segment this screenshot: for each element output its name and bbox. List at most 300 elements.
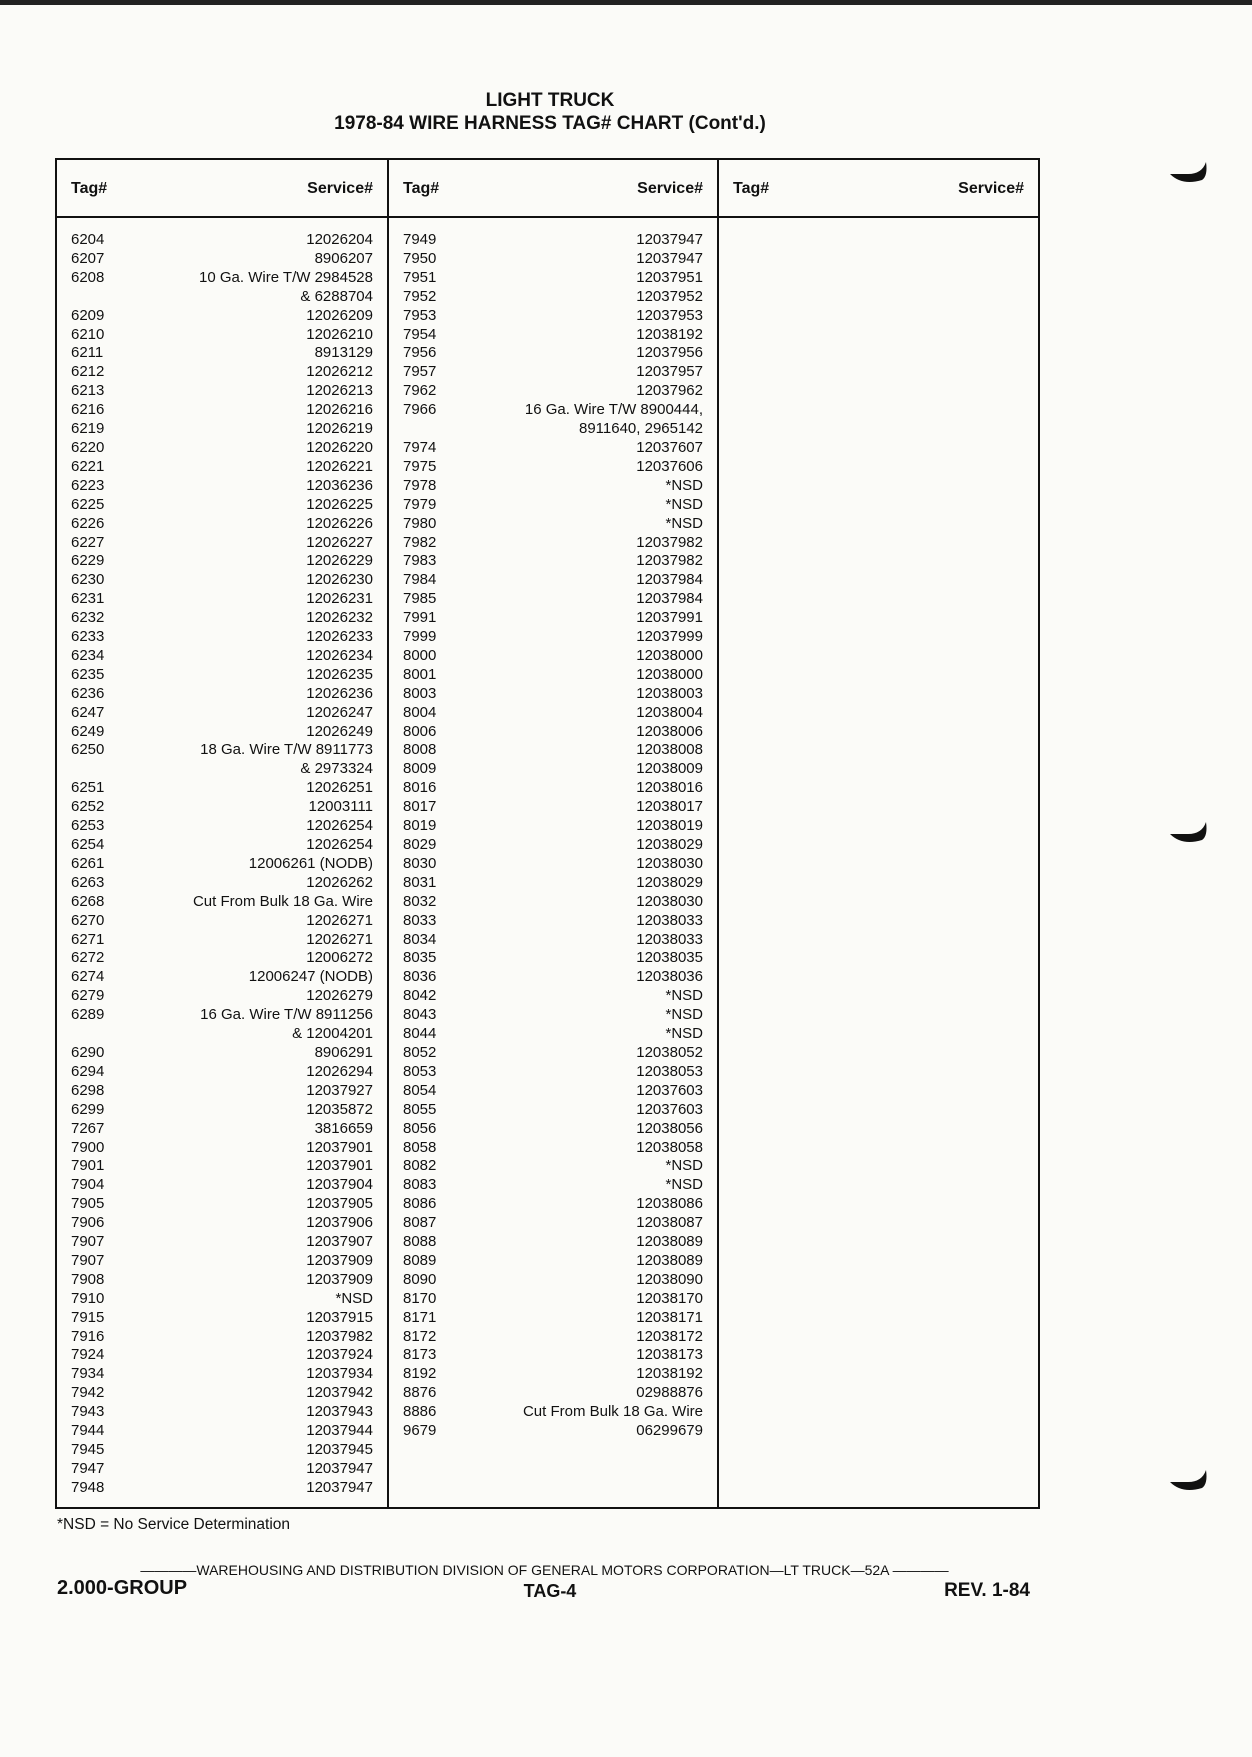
service-number: 12026220 [306, 438, 373, 456]
service-number: 12038087 [636, 1214, 703, 1232]
tag-number: 6220 [71, 438, 105, 456]
tag-number: 7907 [71, 1233, 105, 1251]
tag-number: 6229 [71, 552, 105, 570]
table-row [57, 912, 387, 931]
tag-number: 8009 [403, 760, 437, 778]
service-number: 12026235 [306, 665, 373, 683]
table-row [389, 571, 717, 590]
table-row [57, 723, 387, 742]
service-number: 8913129 [314, 344, 373, 362]
table-row [389, 458, 717, 477]
service-number: 12003111 [308, 798, 373, 816]
tag-number: 6233 [71, 628, 105, 646]
table-row [57, 836, 387, 855]
tag-number: 8082 [403, 1157, 437, 1175]
table-row [57, 1479, 387, 1498]
table-row [57, 552, 387, 571]
service-number: *NSD [665, 987, 703, 1005]
service-number: 12026219 [306, 420, 373, 438]
service-header: Service# [637, 180, 703, 197]
service-number: *NSD [665, 495, 703, 513]
service-number: 12037904 [306, 1176, 373, 1194]
service-number: 12038036 [636, 968, 703, 986]
table-row [389, 344, 717, 363]
service-number: 12026254 [306, 817, 373, 835]
tag-number: 7943 [71, 1403, 105, 1421]
table-row [389, 855, 717, 874]
table-row [389, 1176, 717, 1195]
service-number: 12006247 (NODB) [248, 968, 373, 986]
tag-number: 7947 [71, 1459, 105, 1477]
service-number: 12026271 [306, 930, 373, 948]
tag-number: 8053 [403, 1062, 437, 1080]
table-row [57, 1101, 387, 1120]
table-row [389, 552, 717, 571]
tag-chart-table [55, 158, 1040, 1509]
binder-hole-icon [1168, 160, 1208, 190]
table-row [389, 1384, 717, 1403]
tag-number: 6294 [71, 1062, 105, 1080]
tag-number: 8006 [403, 722, 437, 740]
service-number: 12037947 [636, 231, 703, 248]
table-row [57, 1252, 387, 1271]
table-row [57, 1063, 387, 1082]
service-number: 12038171 [636, 1308, 703, 1326]
top-edge-rule [0, 0, 1252, 5]
service-number: 12037607 [636, 438, 703, 456]
service-number: 12026232 [306, 609, 373, 627]
service-number: 12026231 [306, 590, 373, 608]
footer-page-tag: TAG-4 [523, 1581, 577, 1601]
service-number: 12037901 [306, 1138, 373, 1156]
tag-number: 6289 [71, 1006, 105, 1024]
service-number: 12038009 [636, 760, 703, 778]
table-row [57, 571, 387, 590]
tag-number: 6232 [71, 609, 105, 627]
table-row [389, 685, 717, 704]
table-row [57, 477, 387, 496]
table-row [389, 1101, 717, 1120]
table-row [57, 1120, 387, 1139]
table-row [389, 1328, 717, 1347]
table-row [57, 628, 387, 647]
service-number: 12006261 (NODB) [248, 854, 373, 872]
tag-number: 7904 [71, 1176, 105, 1194]
table-row [57, 1403, 387, 1422]
tag-number: 8052 [403, 1043, 437, 1061]
table-row [57, 515, 387, 534]
tag-number: 7905 [71, 1195, 105, 1213]
tag-number: 8088 [403, 1233, 437, 1251]
table-column-1 [57, 160, 387, 1507]
service-number: 06299679 [636, 1422, 703, 1440]
service-number: 12037999 [636, 628, 703, 646]
service-number: Cut From Bulk 18 Ga. Wire [192, 892, 373, 910]
table-row [389, 874, 717, 893]
service-number: 10 Ga. Wire T/W 2984528 [199, 268, 373, 286]
service-number: 12038000 [636, 665, 703, 683]
table-row [57, 779, 387, 798]
table-row [57, 1139, 387, 1158]
service-number: 12026251 [306, 779, 373, 797]
service-number: 12026262 [306, 873, 373, 891]
tag-number: 8034 [403, 930, 437, 948]
service-number: *NSD [665, 514, 703, 532]
tag-number: 7952 [403, 287, 437, 305]
service-number: 12026210 [306, 325, 373, 343]
page-title: LIGHT TRUCK [485, 90, 615, 111]
tag-number: 7944 [71, 1422, 105, 1440]
service-number: 12037603 [636, 1100, 703, 1118]
tag-number: 8876 [403, 1384, 437, 1402]
tag-number: 8089 [403, 1251, 437, 1269]
tag-number: 8044 [403, 1025, 437, 1043]
tag-number: 6221 [71, 457, 105, 475]
table-row [389, 382, 717, 401]
service-number: 12038029 [636, 873, 703, 891]
service-number: 12026221 [306, 457, 373, 475]
table-row [389, 250, 717, 269]
service-number: & 12004201 [292, 1025, 373, 1043]
table-row [57, 307, 387, 326]
service-number: 12037984 [636, 590, 703, 608]
service-number: 12037927 [306, 1081, 373, 1099]
service-number: 12037942 [306, 1384, 373, 1402]
table-row [389, 1195, 717, 1214]
tag-number: 7978 [403, 476, 437, 494]
tag-number: 7957 [403, 363, 437, 381]
table-row [389, 1422, 717, 1441]
tag-number: 8042 [403, 987, 437, 1005]
table-row [389, 741, 717, 760]
service-number: 12038192 [636, 325, 703, 343]
service-number: 12038035 [636, 949, 703, 967]
service-number: 12026226 [306, 514, 373, 532]
tag-number: 6274 [71, 968, 105, 986]
service-number: 12038017 [636, 798, 703, 816]
service-number: 12037953 [636, 306, 703, 324]
tag-number: 6251 [71, 779, 105, 797]
table-row [389, 1063, 717, 1082]
table-row [389, 515, 717, 534]
tag-number: 6254 [71, 836, 105, 853]
tag-number: 8056 [403, 1119, 437, 1137]
table-row [57, 855, 387, 874]
service-number: 12038192 [636, 1365, 703, 1383]
table-row [389, 231, 717, 250]
tag-number: 8016 [403, 779, 437, 797]
tag-number: 6213 [71, 382, 105, 400]
service-number: 12037909 [306, 1270, 373, 1288]
table-row [57, 741, 387, 760]
table-row [389, 798, 717, 817]
service-number: 12026230 [306, 571, 373, 589]
service-number: 12026216 [306, 401, 373, 419]
tag-number: 7980 [403, 514, 437, 532]
tag-number: 8008 [403, 741, 437, 759]
service-number: Cut From Bulk 18 Ga. Wire [522, 1403, 703, 1421]
tag-number: 6207 [71, 249, 105, 267]
service-number: 12038053 [636, 1062, 703, 1080]
tag-number: 6279 [71, 987, 105, 1005]
tag-number: 7974 [403, 438, 437, 456]
tag-number: 7908 [71, 1270, 105, 1288]
table-row [57, 269, 387, 288]
table-row [57, 893, 387, 912]
column-header [719, 160, 1038, 218]
service-number: 12026233 [306, 628, 373, 646]
table-row [389, 666, 717, 685]
tag-number: 8043 [403, 1006, 437, 1024]
tag-number: 7951 [403, 268, 437, 286]
service-number: 12037906 [306, 1214, 373, 1232]
tag-number: 6252 [71, 798, 105, 816]
tag-number: 8172 [403, 1327, 437, 1345]
column-rows [389, 231, 717, 1441]
service-number: 12038000 [636, 646, 703, 664]
binder-hole-icon [1168, 820, 1208, 850]
table-row [57, 874, 387, 893]
table-row [57, 968, 387, 987]
table-row [389, 817, 717, 836]
service-number: 12035872 [306, 1100, 373, 1118]
table-row [389, 1006, 717, 1025]
service-number: 12037924 [306, 1346, 373, 1364]
table-row [57, 685, 387, 704]
service-number: 12038030 [636, 892, 703, 910]
service-number: 12037947 [636, 249, 703, 267]
table-row [389, 931, 717, 950]
table-row [57, 1309, 387, 1328]
tag-number: 7916 [71, 1327, 105, 1345]
tag-number: 7975 [403, 457, 437, 475]
service-number: 12026247 [306, 703, 373, 721]
table-row [57, 666, 387, 685]
table-row [57, 1271, 387, 1290]
service-number: 02988876 [636, 1384, 703, 1402]
service-number: 12037962 [636, 382, 703, 400]
table-row [57, 817, 387, 836]
tag-number: 7985 [403, 590, 437, 608]
table-row [389, 723, 717, 742]
table-row [57, 1328, 387, 1347]
service-number: 12038019 [636, 817, 703, 835]
table-column-3 [717, 160, 1038, 1507]
tag-number: 6219 [71, 420, 105, 438]
tag-number: 8032 [403, 892, 437, 910]
tag-number: 8030 [403, 854, 437, 872]
tag-number: 6209 [71, 306, 105, 324]
service-number: 16 Ga. Wire T/W 8911256 [200, 1006, 373, 1024]
service-number: 12026271 [306, 911, 373, 929]
table-row [57, 401, 387, 420]
table-row [389, 1403, 717, 1422]
tag-number: 6204 [71, 231, 105, 248]
service-number: 12026279 [306, 987, 373, 1005]
service-number: & 6288704 [300, 287, 373, 305]
table-row [57, 1195, 387, 1214]
tag-number: 8001 [403, 665, 437, 683]
tag-number: 8171 [403, 1308, 437, 1326]
table-row [57, 1422, 387, 1441]
table-row [389, 1271, 717, 1290]
tag-number: 6263 [71, 873, 105, 891]
service-number: 16 Ga. Wire T/W 8900444, [524, 401, 703, 419]
tag-number: 6270 [71, 911, 105, 929]
tag-number: 7953 [403, 306, 437, 324]
tag-number: 8173 [403, 1346, 437, 1364]
table-row [57, 931, 387, 950]
table-row [389, 1044, 717, 1063]
service-number: 12038004 [636, 703, 703, 721]
tag-number: 7900 [71, 1138, 105, 1156]
service-number: 12038058 [636, 1138, 703, 1156]
table-row [389, 401, 717, 420]
tag-number: 6268 [71, 892, 105, 910]
service-number: 12038089 [636, 1251, 703, 1269]
service-number: 12038008 [636, 741, 703, 759]
tag-number: 6230 [71, 571, 105, 589]
table-row [57, 534, 387, 553]
tag-number: 6234 [71, 646, 105, 664]
tag-number: 7999 [403, 628, 437, 646]
table-row [57, 1044, 387, 1063]
table-row [389, 496, 717, 515]
footer-group: 2.000-GROUP [57, 1577, 188, 1599]
tag-header: Tag# [403, 180, 440, 197]
service-number: 18 Ga. Wire T/W 8911773 [200, 741, 373, 759]
service-number: 8911640, 2965142 [578, 420, 703, 438]
tag-header: Tag# [733, 180, 770, 197]
service-number: 12038090 [636, 1270, 703, 1288]
tag-number: 7950 [403, 249, 437, 267]
tag-number: 6226 [71, 514, 105, 532]
table-row [57, 439, 387, 458]
table-row [389, 704, 717, 723]
service-number: 12026209 [306, 306, 373, 324]
service-number: 12037606 [636, 457, 703, 475]
tag-number: 6250 [71, 741, 105, 759]
service-number: 12038056 [636, 1119, 703, 1137]
table-row [57, 250, 387, 269]
service-number: *NSD [665, 1006, 703, 1024]
service-number: 12038089 [636, 1233, 703, 1251]
table-row [57, 1384, 387, 1403]
table-row [57, 1006, 387, 1025]
table-row [57, 1460, 387, 1479]
tag-number: 6299 [71, 1100, 105, 1118]
service-number: 12026213 [306, 382, 373, 400]
service-number: 12026225 [306, 495, 373, 513]
table-row [389, 760, 717, 779]
service-number: 12037944 [306, 1422, 373, 1440]
service-number: 12037943 [306, 1403, 373, 1421]
tag-number: 8886 [403, 1403, 437, 1421]
service-number: 12037901 [306, 1157, 373, 1175]
service-number: 12037905 [306, 1195, 373, 1213]
table-row [389, 420, 717, 439]
table-row [389, 269, 717, 288]
table-row [57, 704, 387, 723]
binder-hole-icon [1168, 1468, 1208, 1498]
service-number: 12026294 [306, 1062, 373, 1080]
tag-number: 7945 [71, 1441, 105, 1458]
service-number: *NSD [665, 1157, 703, 1175]
table-row [389, 1157, 717, 1176]
tag-number: 8004 [403, 703, 437, 721]
tag-number: 7906 [71, 1214, 105, 1232]
table-row [389, 1309, 717, 1328]
service-number: 12037907 [306, 1233, 373, 1251]
service-number: 8906207 [314, 249, 373, 267]
service-number: *NSD [665, 1025, 703, 1043]
service-header: Service# [958, 180, 1024, 197]
table-row [389, 1346, 717, 1365]
tag-number: 8054 [403, 1081, 437, 1099]
service-number: 12037909 [306, 1251, 373, 1269]
tag-number: 8058 [403, 1138, 437, 1156]
service-number: 12026236 [306, 684, 373, 702]
tag-number: 7984 [403, 571, 437, 589]
table-row [57, 1346, 387, 1365]
tag-number: 6247 [71, 703, 105, 721]
tag-number: 8090 [403, 1270, 437, 1288]
table-column-2 [387, 160, 717, 1507]
service-number: 8906291 [314, 1043, 373, 1061]
tag-number: 7962 [403, 382, 437, 400]
service-number: 12038172 [636, 1327, 703, 1345]
table-row [389, 1252, 717, 1271]
table-row [389, 893, 717, 912]
footnote: *NSD = No Service Determination [57, 1516, 291, 1533]
table-row [57, 949, 387, 968]
tag-number: 6227 [71, 533, 105, 551]
service-number: 12038033 [636, 911, 703, 929]
table-row [389, 609, 717, 628]
table-row [389, 779, 717, 798]
service-number: 12026249 [306, 722, 373, 740]
tag-number: 8019 [403, 817, 437, 835]
tag-number: 6272 [71, 949, 105, 967]
table-row [389, 477, 717, 496]
service-number: 12038016 [636, 779, 703, 797]
table-row [57, 496, 387, 515]
table-row [57, 382, 387, 401]
tag-number: 7956 [403, 344, 437, 362]
table-row [57, 1176, 387, 1195]
service-number: 12026234 [306, 646, 373, 664]
service-number: 12037984 [636, 571, 703, 589]
table-row [389, 987, 717, 1006]
tag-number: 7979 [403, 495, 437, 513]
table-row [389, 1025, 717, 1044]
table-row [57, 798, 387, 817]
tag-number: 8029 [403, 836, 437, 853]
service-number: *NSD [335, 1289, 373, 1307]
tag-number: 6253 [71, 817, 105, 835]
service-number: 12038033 [636, 930, 703, 948]
table-row [389, 534, 717, 553]
tag-number: 7901 [71, 1157, 105, 1175]
tag-number: 6298 [71, 1081, 105, 1099]
table-row [389, 628, 717, 647]
tag-number: 7267 [71, 1119, 105, 1137]
service-number: 12036236 [306, 476, 373, 494]
tag-number: 8086 [403, 1195, 437, 1213]
tag-number: 8000 [403, 646, 437, 664]
tag-number: 8017 [403, 798, 437, 816]
table-row [57, 231, 387, 250]
